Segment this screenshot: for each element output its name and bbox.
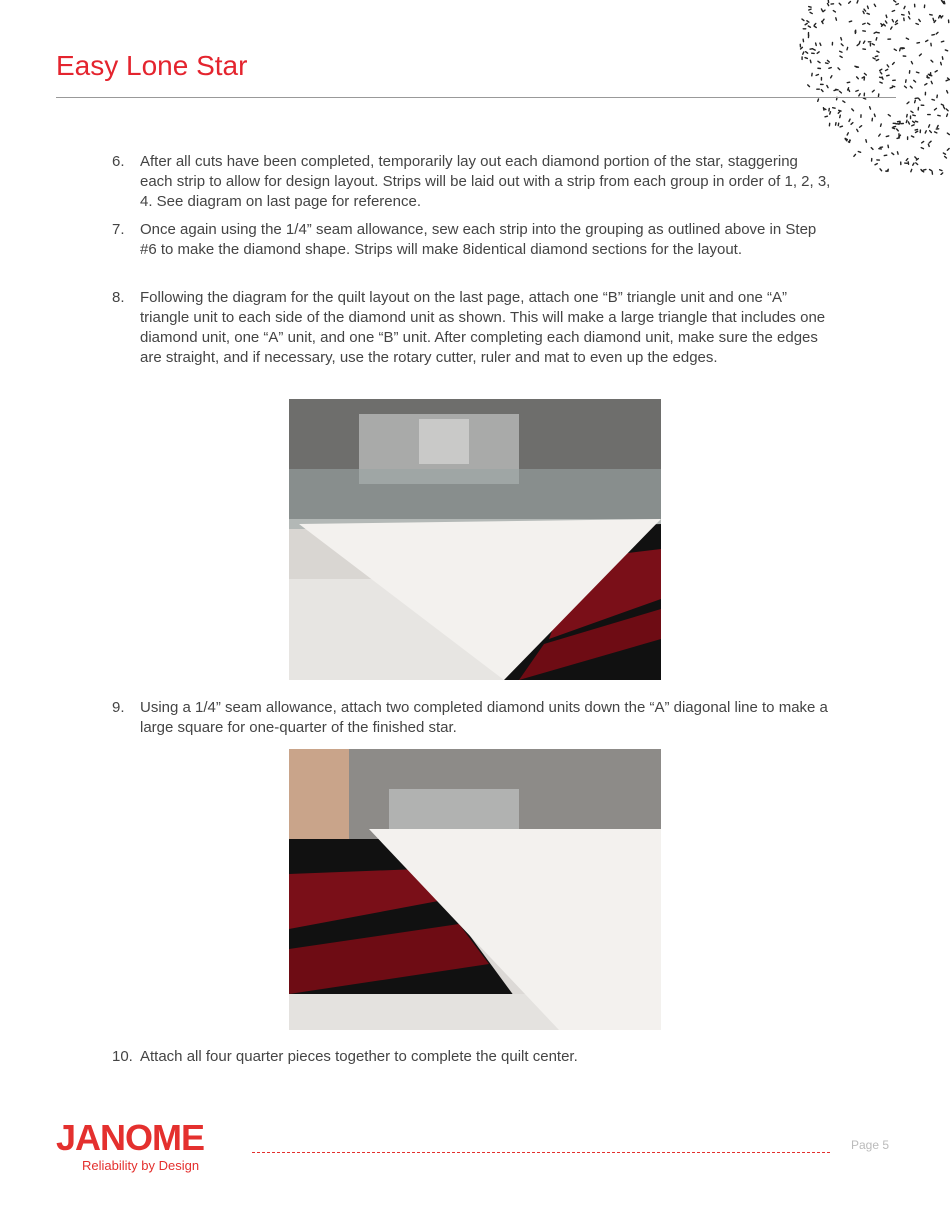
pattern-dot bbox=[868, 23, 870, 24]
pattern-dot bbox=[824, 108, 826, 109]
pattern-dot bbox=[897, 152, 898, 154]
step-text: Attach all four quarter pieces together to complete the quilt center. bbox=[140, 1048, 578, 1065]
pattern-dot bbox=[931, 81, 932, 83]
pattern-dot bbox=[886, 15, 887, 17]
pattern-dot bbox=[892, 153, 894, 155]
step-number: 7. bbox=[112, 221, 125, 238]
pattern-dot bbox=[927, 76, 928, 78]
pattern-dot bbox=[947, 133, 949, 135]
pattern-dot bbox=[839, 3, 841, 5]
pattern-dot bbox=[827, 85, 828, 87]
pattern-dot bbox=[911, 136, 913, 137]
pattern-dot bbox=[943, 107, 944, 109]
pattern-dot bbox=[818, 99, 819, 101]
step-8 bbox=[112, 288, 832, 368]
pattern-dot bbox=[929, 75, 931, 76]
pattern-dot bbox=[830, 112, 831, 114]
pattern-dot bbox=[808, 26, 810, 27]
pattern-dot bbox=[841, 44, 843, 46]
pattern-dot bbox=[818, 61, 820, 62]
photo-diamond-unit bbox=[289, 399, 661, 680]
pattern-dot bbox=[922, 141, 924, 142]
pattern-dot bbox=[823, 19, 824, 21]
pattern-dot bbox=[925, 84, 927, 85]
pattern-dot bbox=[911, 169, 912, 171]
pattern-dot bbox=[873, 58, 875, 59]
pattern-dot bbox=[896, 20, 898, 22]
pattern-dot bbox=[860, 126, 862, 128]
pattern-dot bbox=[849, 119, 850, 121]
pattern-dot bbox=[904, 6, 905, 8]
pattern-dot bbox=[839, 91, 841, 93]
pattern-dot bbox=[934, 108, 936, 110]
pattern-dot bbox=[882, 77, 883, 79]
pattern-dot bbox=[807, 21, 809, 22]
pattern-dot bbox=[875, 164, 877, 165]
pattern-dot bbox=[926, 40, 928, 41]
pattern-dot bbox=[897, 129, 899, 131]
step-6 bbox=[112, 152, 832, 212]
pattern-dot bbox=[916, 163, 918, 165]
pattern-dot bbox=[847, 47, 848, 49]
pattern-dot bbox=[809, 9, 811, 10]
pattern-dot bbox=[928, 144, 929, 146]
pattern-dot bbox=[872, 90, 874, 92]
pattern-dot bbox=[849, 1, 851, 3]
pattern-dot bbox=[944, 1, 945, 3]
pattern-dot bbox=[946, 109, 948, 111]
pattern-dot bbox=[910, 86, 912, 88]
pattern-dot bbox=[838, 68, 840, 70]
pattern-dot bbox=[916, 72, 918, 73]
pattern-dot bbox=[935, 132, 937, 133]
step-text: Using a 1/4” seam allowance, attach two completed diamond units down the “A” diagonal line to make a large square for one-quarter of the finished star. bbox=[140, 699, 828, 736]
pattern-dot bbox=[863, 23, 865, 24]
pattern-dot bbox=[863, 11, 864, 13]
pattern-dot bbox=[851, 123, 853, 125]
pattern-dot bbox=[893, 63, 895, 65]
pattern-dot bbox=[849, 21, 851, 22]
pattern-dot bbox=[833, 11, 835, 12]
pattern-dot bbox=[932, 35, 934, 36]
pattern-dot bbox=[941, 104, 943, 105]
pattern-dot bbox=[847, 133, 848, 135]
pattern-dot bbox=[906, 38, 908, 39]
pattern-dot bbox=[906, 120, 907, 122]
pattern-dot bbox=[840, 115, 841, 117]
pattern-dot bbox=[870, 107, 871, 109]
pattern-dot bbox=[880, 72, 882, 74]
pattern-dot bbox=[880, 169, 882, 171]
pattern-dot bbox=[857, 44, 859, 46]
pattern-dot bbox=[880, 69, 882, 70]
pattern-dot bbox=[937, 125, 938, 127]
step-number: 9. bbox=[112, 699, 125, 716]
pattern-dot bbox=[813, 49, 815, 50]
pattern-dot bbox=[858, 151, 860, 152]
step-number: 6. bbox=[112, 153, 125, 170]
page-title: Easy Lone Star bbox=[56, 50, 248, 81]
pattern-dot bbox=[919, 19, 920, 21]
pattern-dot bbox=[816, 74, 818, 75]
pattern-dot bbox=[925, 131, 926, 133]
step-number: 10. bbox=[112, 1048, 133, 1065]
pattern-dot bbox=[930, 170, 932, 171]
pattern-dot bbox=[913, 163, 914, 165]
pattern-dot bbox=[825, 116, 827, 117]
pattern-dot bbox=[929, 141, 931, 143]
pattern-dot bbox=[929, 125, 930, 127]
pattern-dot bbox=[803, 52, 804, 54]
pattern-dot bbox=[900, 48, 901, 50]
pattern-dot bbox=[947, 148, 949, 150]
pattern-dot bbox=[911, 111, 913, 112]
pattern-dot bbox=[941, 41, 943, 42]
pattern-dot bbox=[857, 129, 858, 131]
pattern-dot bbox=[892, 10, 894, 11]
pattern-dot bbox=[814, 26, 816, 27]
pattern-dot bbox=[801, 47, 803, 49]
pattern-dot bbox=[894, 49, 896, 50]
pattern-dot bbox=[879, 134, 881, 136]
pattern-dot bbox=[881, 124, 882, 126]
pattern-dot bbox=[892, 86, 894, 87]
pattern-dot bbox=[899, 122, 900, 124]
pattern-dot bbox=[821, 9, 822, 11]
pattern-dot bbox=[909, 12, 910, 14]
pattern-dot bbox=[843, 101, 845, 102]
step-10 bbox=[112, 1047, 832, 1067]
pattern-dot bbox=[810, 60, 811, 62]
pattern-dot bbox=[810, 49, 812, 50]
pattern-dot bbox=[913, 121, 915, 122]
pattern-dot bbox=[931, 60, 933, 62]
pattern-dot bbox=[923, 169, 925, 170]
pattern-dot bbox=[912, 125, 914, 126]
pattern-dot bbox=[921, 148, 923, 149]
pattern-dot bbox=[823, 10, 825, 12]
step-text: Following the diagram for the quilt layout on the last page, attach one “B” triangle unit and one “A” triangle unit to each side of the diamond unit as shown. This will make a large triangle that includes one diamond unit, one “A” unit, and one “B” unit. After completing each diamond unit, make sure the edges are straight, and if necessary, use the rotary cutter, ruler and mat to even up the edges. bbox=[140, 289, 826, 366]
pattern-dot bbox=[863, 98, 865, 99]
pattern-dot bbox=[840, 51, 842, 52]
pattern-dot bbox=[874, 4, 875, 6]
pattern-dot bbox=[880, 82, 882, 83]
pattern-dot bbox=[897, 138, 899, 139]
pattern-dot bbox=[916, 131, 918, 132]
footer-dashed-line bbox=[252, 1152, 830, 1153]
pattern-dot bbox=[945, 156, 947, 158]
step-7 bbox=[112, 220, 832, 260]
pattern-dot bbox=[857, 1, 858, 3]
pattern-dot bbox=[886, 69, 888, 70]
photo-quarter-square bbox=[289, 749, 661, 1030]
pattern-dot bbox=[840, 56, 842, 57]
pattern-dot bbox=[890, 87, 892, 88]
step-9 bbox=[112, 698, 832, 738]
pattern-dot bbox=[856, 90, 858, 91]
pattern-dot bbox=[919, 54, 921, 56]
pattern-dot bbox=[827, 60, 829, 62]
pattern-dot bbox=[947, 114, 948, 116]
pattern-dot bbox=[867, 6, 868, 8]
pattern-dot bbox=[886, 136, 888, 137]
pattern-dot bbox=[916, 23, 918, 24]
pattern-dot bbox=[816, 43, 817, 45]
pattern-dot bbox=[940, 170, 942, 171]
pattern-dot bbox=[852, 109, 854, 111]
decorative-dot-pattern bbox=[780, 0, 950, 175]
pattern-dot bbox=[867, 13, 869, 14]
pattern-dot bbox=[930, 131, 932, 133]
pattern-dot bbox=[936, 32, 938, 34]
logo-tagline: Reliability by Design bbox=[82, 1158, 200, 1173]
pattern-dot bbox=[888, 115, 890, 116]
pattern-dot bbox=[864, 9, 866, 11]
pattern-dot bbox=[887, 75, 889, 76]
pattern-dot bbox=[893, 126, 895, 127]
pattern-dot bbox=[875, 56, 877, 57]
pattern-dot bbox=[840, 126, 842, 127]
pattern-dot bbox=[895, 23, 897, 24]
pattern-dot bbox=[907, 114, 908, 116]
pattern-dot bbox=[941, 173, 943, 175]
pattern-dot bbox=[827, 3, 828, 5]
pattern-dot bbox=[857, 77, 859, 79]
pattern-dot bbox=[809, 7, 811, 8]
pattern-dot bbox=[915, 157, 917, 159]
pattern-dot bbox=[935, 71, 937, 72]
pattern-dot bbox=[945, 50, 947, 51]
pattern-dot bbox=[909, 17, 910, 19]
pattern-dot bbox=[877, 51, 879, 52]
pattern-dot bbox=[887, 65, 888, 67]
pattern-dot bbox=[872, 44, 874, 45]
pattern-dot bbox=[854, 154, 856, 156]
pattern-dot bbox=[820, 43, 821, 45]
pattern-dot bbox=[915, 121, 917, 122]
pattern-dot bbox=[817, 52, 819, 54]
pattern-dot bbox=[874, 114, 875, 116]
pattern-dot bbox=[946, 80, 948, 81]
pattern-dot bbox=[805, 23, 807, 24]
pattern-dot bbox=[829, 68, 831, 69]
pattern-dot bbox=[947, 91, 948, 93]
janome-logo bbox=[56, 1118, 204, 1173]
step-text: After all cuts have been completed, temporarily lay out each diamond portion of the star, staggering each strip to allow for design layout. Strips will be laid out with a strip from each group in order of 1, 2, 3, 4. See diagram on last page for reference. bbox=[140, 153, 831, 210]
page-number: Page 5 bbox=[851, 1138, 890, 1152]
pattern-dot bbox=[864, 73, 866, 75]
pattern-dot bbox=[915, 100, 916, 102]
pattern-dot bbox=[831, 76, 832, 78]
pattern-dot bbox=[932, 99, 934, 100]
pattern-dot bbox=[876, 38, 877, 40]
header-divider bbox=[56, 97, 896, 98]
pattern-dot bbox=[906, 159, 908, 161]
pattern-dot bbox=[802, 19, 804, 21]
pattern-dot bbox=[808, 85, 810, 87]
pattern-dot bbox=[874, 32, 876, 33]
pattern-dot bbox=[814, 23, 816, 25]
pattern-dot bbox=[933, 18, 934, 20]
pattern-dot bbox=[892, 128, 894, 129]
pattern-dot bbox=[896, 4, 898, 5]
pattern-dot bbox=[911, 62, 912, 64]
pattern-dot bbox=[915, 129, 917, 130]
pattern-dot bbox=[892, 20, 893, 22]
pattern-dot bbox=[943, 153, 945, 154]
pattern-dot bbox=[905, 86, 907, 88]
pattern-dot bbox=[919, 98, 920, 100]
pattern-dot bbox=[821, 90, 823, 92]
pattern-dot bbox=[871, 148, 873, 150]
logo-wordmark: JANOME bbox=[56, 1117, 205, 1158]
pattern-dot bbox=[881, 24, 883, 26]
pattern-dot bbox=[826, 63, 828, 64]
pattern-dot bbox=[805, 58, 807, 59]
pattern-dot bbox=[907, 102, 909, 104]
pattern-dot bbox=[866, 140, 867, 142]
pattern-dot bbox=[859, 41, 860, 43]
pattern-dot bbox=[838, 111, 840, 113]
pattern-dot bbox=[810, 12, 812, 13]
pattern-dot bbox=[806, 52, 808, 54]
pattern-dot bbox=[834, 90, 836, 91]
pattern-dot bbox=[938, 115, 940, 116]
pattern-dot bbox=[885, 21, 886, 23]
pattern-dot bbox=[894, 1, 896, 2]
pattern-dot bbox=[939, 16, 940, 18]
pattern-dot bbox=[859, 94, 860, 96]
step-text: Once again using the 1/4” seam allowance, sew each strip into the grouping as outlined above in Step #6 to make the diamond shape. Strips will make 8identical diamond sections for the layout. bbox=[140, 221, 817, 258]
step-number: 8. bbox=[112, 289, 125, 306]
pattern-dot bbox=[941, 62, 942, 64]
pattern-dot bbox=[914, 80, 916, 82]
pattern-dot bbox=[913, 115, 915, 116]
pattern-dot bbox=[841, 38, 842, 40]
pattern-dot bbox=[848, 88, 849, 90]
pattern-dot bbox=[908, 122, 909, 124]
pattern-dot bbox=[863, 41, 864, 43]
pattern-dot bbox=[876, 60, 878, 61]
pattern-dot bbox=[891, 27, 892, 29]
pattern-dot bbox=[836, 18, 837, 20]
pattern-dot bbox=[930, 15, 932, 16]
